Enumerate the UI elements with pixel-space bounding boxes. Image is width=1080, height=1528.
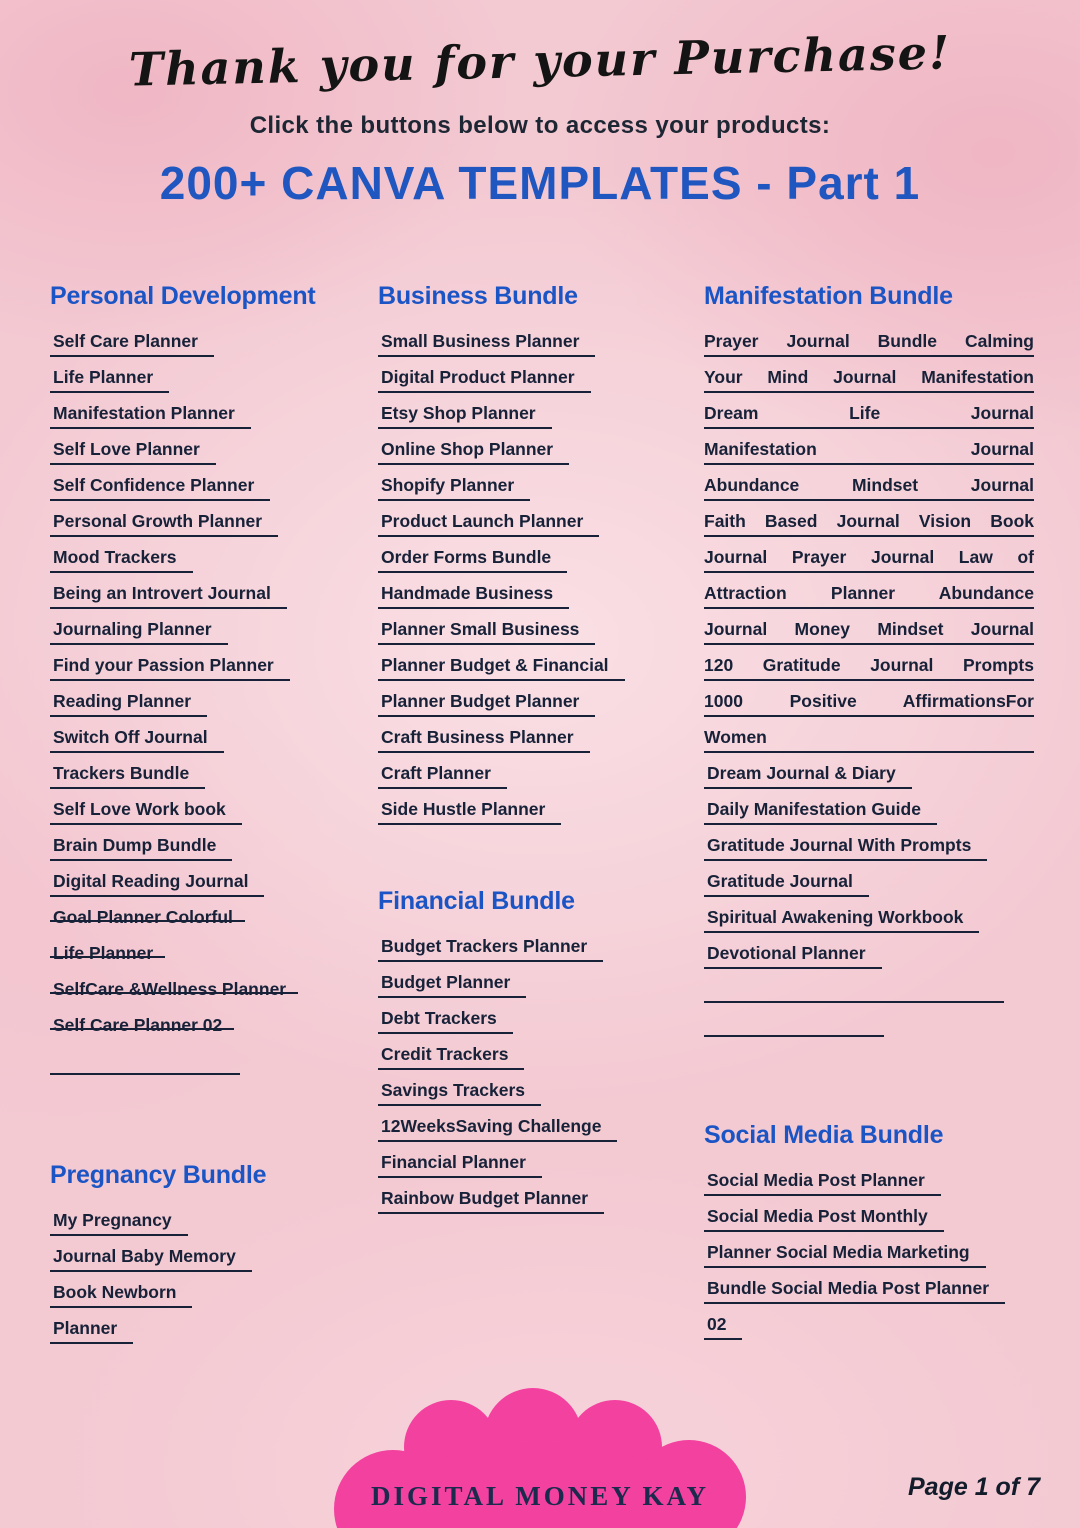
product-link[interactable]: 12WeeksSaving Challenge <box>378 1116 617 1142</box>
product-link[interactable]: Small Business Planner <box>378 331 595 357</box>
subtitle: Click the buttons below to access your products: <box>249 112 831 139</box>
product-link-struck[interactable]: Goal Planner Colorful <box>50 907 249 933</box>
product-link[interactable]: Digital Reading Journal <box>50 871 264 897</box>
product-link[interactable]: Product Launch Planner <box>378 511 599 537</box>
product-link[interactable]: Handmade Business <box>378 583 569 609</box>
product-link[interactable]: Devotional Planner <box>704 943 882 969</box>
section-manifestation-bundle <box>704 282 1034 1037</box>
product-link[interactable]: Journal Money Mindset Journal <box>704 619 1034 645</box>
product-link[interactable]: Spiritual Awakening Workbook <box>704 907 979 933</box>
product-link-struck[interactable]: Life Planner <box>50 943 169 969</box>
section-title-personal-development: Personal Development <box>50 282 316 310</box>
product-link[interactable]: Planner <box>50 1318 133 1344</box>
product-link[interactable]: Budget Trackers Planner <box>378 936 603 962</box>
product-link[interactable]: Social Media Post Monthly <box>704 1206 944 1232</box>
product-link[interactable]: Journal Baby Memory <box>50 1246 252 1272</box>
product-link[interactable]: Self Love Planner <box>50 439 216 465</box>
product-link[interactable]: Planner Small Business <box>378 619 595 645</box>
product-link[interactable]: Dream Life Journal <box>704 403 1034 429</box>
product-link[interactable]: Planner Social Media Marketing <box>704 1242 986 1268</box>
product-link-struck[interactable]: SelfCare &Wellness Planner <box>50 979 302 1005</box>
product-link[interactable]: Journal Prayer Journal Law of <box>704 547 1034 573</box>
product-link[interactable]: Abundance Mindset Journal <box>704 475 1034 501</box>
product-link[interactable]: Book Newborn <box>50 1282 192 1308</box>
product-link[interactable]: My Pregnancy <box>50 1210 188 1236</box>
brand-name: DIGITAL MONEY KAY <box>370 1481 710 1511</box>
section-title-social-media-bundle: Social Media Bundle <box>704 1121 944 1149</box>
section-title-business-bundle: Business Bundle <box>378 282 578 310</box>
product-link[interactable]: Attraction Planner Abundance <box>704 583 1034 609</box>
product-link[interactable]: Digital Product Planner <box>378 367 591 393</box>
section-pregnancy-bundle <box>50 1161 346 1344</box>
column-3 <box>704 282 1034 1350</box>
product-link[interactable]: Manifestation Journal <box>704 439 1034 465</box>
product-link[interactable]: Self Confidence Planner <box>50 475 270 501</box>
blank-link-line <box>704 1013 884 1037</box>
product-link[interactable]: Trackers Bundle <box>50 763 205 789</box>
product-link[interactable]: 120 Gratitude Journal Prompts <box>704 655 1034 681</box>
page-title: 200+ CANVA TEMPLATES - Part 1 <box>159 157 921 209</box>
blank-link-line <box>704 979 1004 1003</box>
section-personal-development <box>50 282 346 1075</box>
product-link[interactable]: Brain Dump Bundle <box>50 835 232 861</box>
product-link[interactable]: Planner Budget Planner <box>378 691 595 717</box>
product-link-struck[interactable]: Self Care Planner 02 <box>50 1015 238 1041</box>
page-indicator: Page 1 of 7 <box>908 1473 1040 1501</box>
product-link[interactable]: Manifestation Planner <box>50 403 251 429</box>
blank-link-line <box>50 1051 240 1075</box>
product-link[interactable]: Planner Budget & Financial <box>378 655 625 681</box>
product-link[interactable]: Craft Business Planner <box>378 727 590 753</box>
product-link[interactable]: Daily Manifestation Guide <box>704 799 937 825</box>
column-2 <box>378 282 672 1224</box>
section-title-pregnancy-bundle: Pregnancy Bundle <box>50 1161 267 1189</box>
product-link[interactable]: Prayer Journal Bundle Calming <box>704 331 1034 357</box>
product-link[interactable]: 02 <box>704 1314 742 1340</box>
product-link[interactable]: Life Planner <box>50 367 169 393</box>
product-link[interactable]: Your Mind Journal Manifestation <box>704 367 1034 393</box>
column-1 <box>50 282 346 1354</box>
product-link[interactable]: Etsy Shop Planner <box>378 403 552 429</box>
product-link[interactable]: Credit Trackers <box>378 1044 524 1070</box>
product-link[interactable]: 1000 Positive AffirmationsFor <box>704 691 1034 717</box>
product-link[interactable]: Women <box>704 727 1034 753</box>
product-link[interactable]: Mood Trackers <box>50 547 193 573</box>
product-link[interactable]: Gratitude Journal With Prompts <box>704 835 987 861</box>
product-link[interactable]: Financial Planner <box>378 1152 542 1178</box>
product-link[interactable]: Find your Passion Planner <box>50 655 290 681</box>
section-business-bundle <box>378 282 672 825</box>
product-link[interactable]: Self Love Work book <box>50 799 242 825</box>
product-link[interactable]: Savings Trackers <box>378 1080 541 1106</box>
section-financial-bundle <box>378 887 672 1214</box>
product-link[interactable]: Dream Journal & Diary <box>704 763 912 789</box>
product-link[interactable]: Gratitude Journal <box>704 871 869 897</box>
product-link[interactable]: Self Care Planner <box>50 331 214 357</box>
product-link[interactable]: Shopify Planner <box>378 475 530 501</box>
section-title-financial-bundle: Financial Bundle <box>378 887 575 915</box>
section-title-manifestation-bundle: Manifestation Bundle <box>704 282 953 310</box>
product-link[interactable]: Being an Introvert Journal <box>50 583 287 609</box>
section-social-media-bundle <box>704 1121 1034 1340</box>
product-link[interactable]: Order Forms Bundle <box>378 547 567 573</box>
product-link[interactable]: Faith Based Journal Vision Book <box>704 511 1034 537</box>
product-link[interactable]: Budget Planner <box>378 972 526 998</box>
product-link[interactable]: Craft Planner <box>378 763 507 789</box>
product-link[interactable]: Bundle Social Media Post Planner <box>704 1278 1005 1304</box>
product-link[interactable]: Online Shop Planner <box>378 439 569 465</box>
script-title: Thank you for your Purchase! <box>128 25 952 97</box>
product-link[interactable]: Rainbow Budget Planner <box>378 1188 604 1214</box>
product-link[interactable]: Side Hustle Planner <box>378 799 561 825</box>
product-link[interactable]: Personal Growth Planner <box>50 511 278 537</box>
product-link[interactable]: Switch Off Journal <box>50 727 224 753</box>
product-link[interactable]: Social Media Post Planner <box>704 1170 941 1196</box>
product-link[interactable]: Journaling Planner <box>50 619 228 645</box>
product-link[interactable]: Debt Trackers <box>378 1008 513 1034</box>
product-link[interactable]: Reading Planner <box>50 691 207 717</box>
